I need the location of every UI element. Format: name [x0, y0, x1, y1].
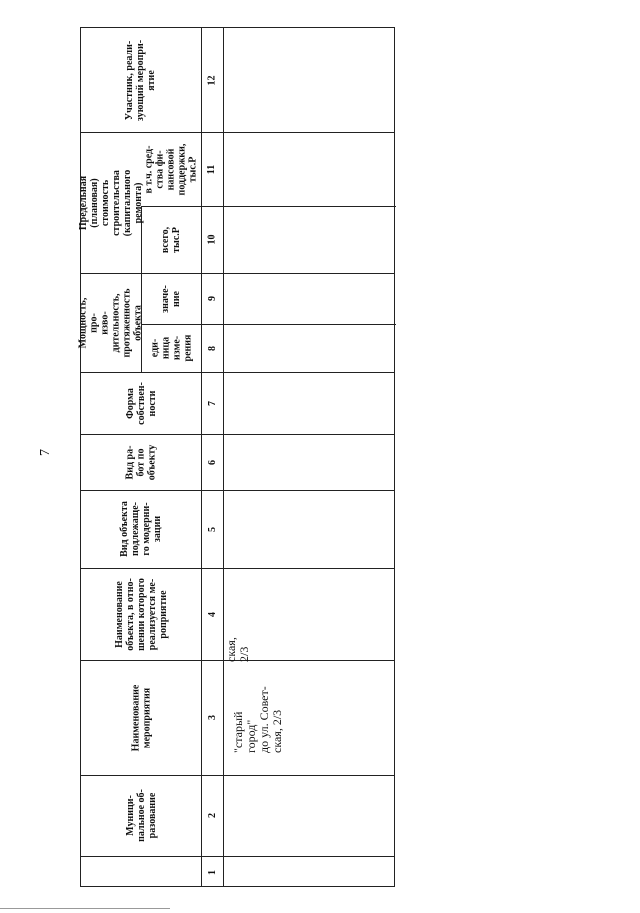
col-number-3: 3 [206, 715, 218, 720]
header-capacity-group: Мощность, про- изво- дительность, протяженность объекта [78, 287, 145, 358]
header-cost-support: в т.ч. сред- ства фи- нансовой поддержки, тыс.Р [143, 143, 199, 195]
header-event-name: Наименование мероприятия [129, 684, 152, 751]
header-work-type: Вид ра- бот по объекту [124, 444, 158, 480]
body-event-name: "старый город" до ул. Совет- ская, 2/3 [231, 685, 284, 753]
col-number-2: 2 [206, 813, 218, 818]
body-object-name: ская, 2/3 [224, 637, 251, 662]
project-table [80, 27, 395, 887]
header-participant: Участник, реали- зующий меропри- ятие [124, 39, 158, 121]
header-unit: еди- ница изме- рения [149, 334, 193, 362]
col-number-11: 11 [206, 164, 218, 174]
header-object-name: Наименование объекта, в отно- шении которого реализуется ме- роприятие [113, 577, 169, 651]
col-number-6: 6 [206, 459, 218, 465]
header-municipality: Муници- пальное об- разование [124, 789, 158, 842]
page-number: 7 [38, 449, 53, 456]
header-ownership: Форма собствен- ности [124, 381, 158, 425]
col-number-10: 10 [206, 234, 218, 245]
col-number-8: 8 [206, 345, 218, 351]
col-number-4: 4 [206, 611, 218, 617]
col-number-1: 1 [206, 869, 218, 875]
col-number-9: 9 [206, 296, 218, 301]
col-number-7: 7 [206, 400, 218, 406]
bottom-rule [0, 908, 170, 909]
header-object-type: Вид объекта подлежаще- го модерни- зации [119, 501, 163, 557]
header-cost-group: Предельная (плановая) стоимость строительства (капитального ремонта) [78, 169, 144, 236]
col-number-5: 5 [206, 526, 218, 532]
header-value: значе- ние [159, 284, 182, 313]
header-cost-total: всего, тыс.Р [159, 226, 182, 253]
col-number-12: 12 [206, 75, 218, 85]
